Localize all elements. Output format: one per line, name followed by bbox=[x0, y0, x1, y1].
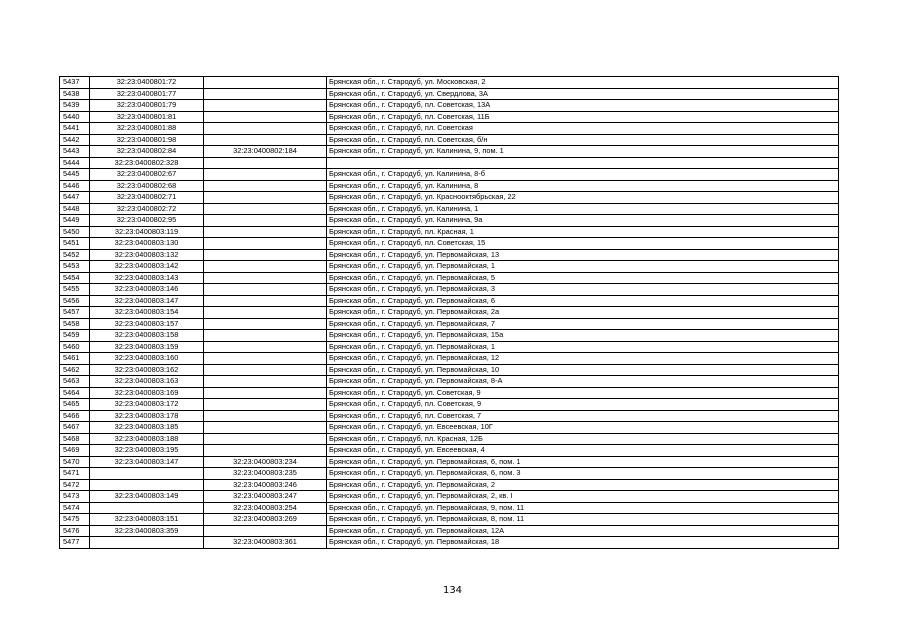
cadastral-number-cell: 32:23:0400802:95 bbox=[90, 215, 204, 227]
table-row bbox=[60, 525, 839, 537]
cadastral-number-cell: 32:23:0400803:160 bbox=[90, 353, 204, 365]
premises-cadastral-number-cell: 32:23:0400803:247 bbox=[204, 491, 327, 503]
page-number: 134 bbox=[442, 585, 463, 596]
table-row bbox=[60, 341, 839, 353]
table-row bbox=[60, 353, 839, 365]
premises-cadastral-number-cell bbox=[204, 157, 327, 169]
table-row bbox=[60, 307, 839, 319]
address-cell: Брянская обл., г. Стародуб, ул. Первомайская, 12А bbox=[327, 525, 839, 537]
cadastral-number-cell: 32:23:0400801:98 bbox=[90, 134, 204, 146]
address-cell: Брянская обл., г. Стародуб, ул. Краснооктябрьская, 22 bbox=[327, 192, 839, 204]
table-row bbox=[60, 364, 839, 376]
row-number-cell: 5442 bbox=[60, 134, 90, 146]
address-cell: Брянская обл., г. Стародуб, пл. Советская, 7 bbox=[327, 410, 839, 422]
address-cell: Брянская обл., г. Стародуб, ул. Московская, 2 bbox=[327, 77, 839, 89]
table-row bbox=[60, 468, 839, 480]
table-row bbox=[60, 226, 839, 238]
cadastral-number-cell: 32:23:0400803:119 bbox=[90, 226, 204, 238]
cadastral-number-cell: 32:23:0400802:72 bbox=[90, 203, 204, 215]
premises-cadastral-number-cell bbox=[204, 284, 327, 296]
row-number-cell: 5460 bbox=[60, 341, 90, 353]
address-cell: Брянская обл., г. Стародуб, ул. Первомайская, 5 bbox=[327, 272, 839, 284]
cadastral-number-cell: 32:23:0400803:142 bbox=[90, 261, 204, 273]
table-row bbox=[60, 387, 839, 399]
address-cell: Брянская обл., г. Стародуб, ул. Первомайская, 1 bbox=[327, 261, 839, 273]
cadastral-number-cell: 32:23:0400803:158 bbox=[90, 330, 204, 342]
cadastral-number-cell: 32:23:0400803:359 bbox=[90, 525, 204, 537]
row-number-cell: 5454 bbox=[60, 272, 90, 284]
premises-cadastral-number-cell bbox=[204, 100, 327, 112]
address-cell: Брянская обл., г. Стародуб, ул. Первомайская, 2а bbox=[327, 307, 839, 319]
address-cell: Брянская обл., г. Стародуб, пл. Советская, 9 bbox=[327, 399, 839, 411]
address-cell: Брянская обл., г. Стародуб, ул. Первомайская, 6, пом. 3 bbox=[327, 468, 839, 480]
table-row bbox=[60, 261, 839, 273]
table-row bbox=[60, 376, 839, 388]
cadastral-number-cell bbox=[90, 479, 204, 491]
address-cell: Брянская обл., г. Стародуб, ул. Евсеевская, 4 bbox=[327, 445, 839, 457]
premises-cadastral-number-cell: 32:23:0400803:235 bbox=[204, 468, 327, 480]
row-number-cell: 5441 bbox=[60, 123, 90, 135]
address-cell: Брянская обл., г. Стародуб, пл. Красная, 1 bbox=[327, 226, 839, 238]
premises-cadastral-number-cell bbox=[204, 410, 327, 422]
address-cell: Брянская обл., г. Стародуб, ул. Калинина, 9, пом. 1 bbox=[327, 146, 839, 158]
cadastral-number-cell: 32:23:0400802:84 bbox=[90, 146, 204, 158]
address-cell: Брянская обл., г. Стародуб, пл. Советская, 13А bbox=[327, 100, 839, 112]
address-cell: Брянская обл., г. Стародуб, ул. Калинина, 9а bbox=[327, 215, 839, 227]
address-cell: Брянская обл., г. Стародуб, ул. Первомайская, 18 bbox=[327, 537, 839, 549]
table-row bbox=[60, 272, 839, 284]
row-number-cell: 5437 bbox=[60, 77, 90, 89]
cadastral-number-cell: 32:23:0400802:71 bbox=[90, 192, 204, 204]
table-row bbox=[60, 111, 839, 123]
premises-cadastral-number-cell bbox=[204, 169, 327, 181]
address-cell: Брянская обл., г. Стародуб, пл. Советская bbox=[327, 123, 839, 135]
table-row bbox=[60, 491, 839, 503]
address-cell: Брянская обл., г. Стародуб, пл. Красная, 12Б bbox=[327, 433, 839, 445]
address-cell: Брянская обл., г. Стародуб, ул. Первомайская, 6 bbox=[327, 295, 839, 307]
row-number-cell: 5468 bbox=[60, 433, 90, 445]
row-number-cell: 5477 bbox=[60, 537, 90, 549]
address-cell: Брянская обл., г. Стародуб, пл. Советская, 11Б bbox=[327, 111, 839, 123]
table-row bbox=[60, 295, 839, 307]
cadastral-number-cell: 32:23:0400803:146 bbox=[90, 284, 204, 296]
address-cell: Брянская обл., г. Стародуб, ул. Первомайская, 15а bbox=[327, 330, 839, 342]
row-number-cell: 5475 bbox=[60, 514, 90, 526]
premises-cadastral-number-cell: 32:23:0400803:361 bbox=[204, 537, 327, 549]
premises-cadastral-number-cell bbox=[204, 422, 327, 434]
address-cell: Брянская обл., г. Стародуб, ул. Первомайская, 12 bbox=[327, 353, 839, 365]
table-row bbox=[60, 514, 839, 526]
table-row bbox=[60, 249, 839, 261]
cadastral-number-cell: 32:23:0400803:147 bbox=[90, 295, 204, 307]
cadastral-number-cell: 32:23:0400801:81 bbox=[90, 111, 204, 123]
address-cell: Брянская обл., г. Стародуб, ул. Первомайская, 2, кв. I bbox=[327, 491, 839, 503]
premises-cadastral-number-cell bbox=[204, 399, 327, 411]
row-number-cell: 5448 bbox=[60, 203, 90, 215]
cadastral-number-cell: 32:23:0400802:328 bbox=[90, 157, 204, 169]
premises-cadastral-number-cell: 32:23:0400803:234 bbox=[204, 456, 327, 468]
cadastral-number-cell: 32:23:0400803:185 bbox=[90, 422, 204, 434]
premises-cadastral-number-cell bbox=[204, 376, 327, 388]
cadastral-number-cell: 32:23:0400802:67 bbox=[90, 169, 204, 181]
table-row bbox=[60, 88, 839, 100]
row-number-cell: 5455 bbox=[60, 284, 90, 296]
premises-cadastral-number-cell: 32:23:0400803:269 bbox=[204, 514, 327, 526]
cadastral-number-cell: 32:23:0400801:72 bbox=[90, 77, 204, 89]
cadastral-number-cell bbox=[90, 468, 204, 480]
cadastral-number-cell: 32:23:0400803:178 bbox=[90, 410, 204, 422]
premises-cadastral-number-cell bbox=[204, 180, 327, 192]
table-row bbox=[60, 238, 839, 250]
premises-cadastral-number-cell bbox=[204, 77, 327, 89]
address-cell: Брянская обл., г. Стародуб, ул. Калинина, 1 bbox=[327, 203, 839, 215]
row-number-cell: 5472 bbox=[60, 479, 90, 491]
address-cell: Брянская обл., г. Стародуб, ул. Первомайская, 13 bbox=[327, 249, 839, 261]
premises-cadastral-number-cell bbox=[204, 525, 327, 537]
row-number-cell: 5444 bbox=[60, 157, 90, 169]
table-row bbox=[60, 318, 839, 330]
registry-table-body bbox=[60, 77, 839, 549]
cadastral-number-cell: 32:23:0400803:157 bbox=[90, 318, 204, 330]
table-row bbox=[60, 284, 839, 296]
table-row bbox=[60, 479, 839, 491]
row-number-cell: 5443 bbox=[60, 146, 90, 158]
cadastral-number-cell: 32:23:0400803:163 bbox=[90, 376, 204, 388]
row-number-cell: 5470 bbox=[60, 456, 90, 468]
row-number-cell: 5459 bbox=[60, 330, 90, 342]
table-row bbox=[60, 77, 839, 89]
address-cell: Брянская обл., г. Стародуб, ул. Первомайская, 7 bbox=[327, 318, 839, 330]
premises-cadastral-number-cell bbox=[204, 88, 327, 100]
table-row bbox=[60, 410, 839, 422]
address-cell: Брянская обл., г. Стародуб, ул. Калинина, 8 bbox=[327, 180, 839, 192]
cadastral-number-cell: 32:23:0400803:169 bbox=[90, 387, 204, 399]
premises-cadastral-number-cell bbox=[204, 295, 327, 307]
premises-cadastral-number-cell bbox=[204, 330, 327, 342]
cadastral-number-cell: 32:23:0400803:147 bbox=[90, 456, 204, 468]
premises-cadastral-number-cell bbox=[204, 238, 327, 250]
premises-cadastral-number-cell bbox=[204, 249, 327, 261]
premises-cadastral-number-cell bbox=[204, 215, 327, 227]
table-row bbox=[60, 157, 839, 169]
cadastral-number-cell bbox=[90, 537, 204, 549]
cadastral-number-cell: 32:23:0400801:88 bbox=[90, 123, 204, 135]
row-number-cell: 5466 bbox=[60, 410, 90, 422]
table-row bbox=[60, 445, 839, 457]
address-cell: Брянская обл., г. Стародуб, ул. Первомайская, 9, пом. 11 bbox=[327, 502, 839, 514]
table-row bbox=[60, 134, 839, 146]
row-number-cell: 5446 bbox=[60, 180, 90, 192]
cadastral-number-cell: 32:23:0400803:130 bbox=[90, 238, 204, 250]
table-row bbox=[60, 180, 839, 192]
table-row bbox=[60, 215, 839, 227]
address-cell: Брянская обл., г. Стародуб, ул. Советская, 9 bbox=[327, 387, 839, 399]
cadastral-number-cell: 32:23:0400801:79 bbox=[90, 100, 204, 112]
address-cell: Брянская обл., г. Стародуб, ул. Первомайская, 8-А bbox=[327, 376, 839, 388]
cadastral-number-cell: 32:23:0400803:143 bbox=[90, 272, 204, 284]
premises-cadastral-number-cell bbox=[204, 134, 327, 146]
row-number-cell: 5438 bbox=[60, 88, 90, 100]
premises-cadastral-number-cell bbox=[204, 353, 327, 365]
row-number-cell: 5447 bbox=[60, 192, 90, 204]
table-row bbox=[60, 456, 839, 468]
cadastral-number-cell: 32:23:0400803:151 bbox=[90, 514, 204, 526]
cadastral-number-cell: 32:23:0400802:68 bbox=[90, 180, 204, 192]
row-number-cell: 5471 bbox=[60, 468, 90, 480]
cadastral-number-cell: 32:23:0400803:132 bbox=[90, 249, 204, 261]
table-row bbox=[60, 100, 839, 112]
row-number-cell: 5464 bbox=[60, 387, 90, 399]
address-cell: Брянская обл., г. Стародуб, ул. Первомайская, 10 bbox=[327, 364, 839, 376]
table-row bbox=[60, 192, 839, 204]
table-row bbox=[60, 433, 839, 445]
premises-cadastral-number-cell bbox=[204, 203, 327, 215]
premises-cadastral-number-cell bbox=[204, 364, 327, 376]
row-number-cell: 5463 bbox=[60, 376, 90, 388]
row-number-cell: 5449 bbox=[60, 215, 90, 227]
row-number-cell: 5450 bbox=[60, 226, 90, 238]
table-row bbox=[60, 537, 839, 549]
table-row bbox=[60, 502, 839, 514]
premises-cadastral-number-cell bbox=[204, 318, 327, 330]
row-number-cell: 5456 bbox=[60, 295, 90, 307]
row-number-cell: 5439 bbox=[60, 100, 90, 112]
cadastral-number-cell bbox=[90, 502, 204, 514]
row-number-cell: 5458 bbox=[60, 318, 90, 330]
premises-cadastral-number-cell bbox=[204, 341, 327, 353]
cadastral-number-cell: 32:23:0400803:159 bbox=[90, 341, 204, 353]
premises-cadastral-number-cell: 32:23:0400802:184 bbox=[204, 146, 327, 158]
registry-table bbox=[59, 76, 839, 549]
premises-cadastral-number-cell bbox=[204, 433, 327, 445]
premises-cadastral-number-cell: 32:23:0400803:246 bbox=[204, 479, 327, 491]
premises-cadastral-number-cell bbox=[204, 226, 327, 238]
row-number-cell: 5476 bbox=[60, 525, 90, 537]
cadastral-number-cell: 32:23:0400803:172 bbox=[90, 399, 204, 411]
row-number-cell: 5451 bbox=[60, 238, 90, 250]
address-cell: Брянская обл., г. Стародуб, ул. Первомайская, 6, пом. 1 bbox=[327, 456, 839, 468]
table-row bbox=[60, 123, 839, 135]
cadastral-number-cell: 32:23:0400803:154 bbox=[90, 307, 204, 319]
row-number-cell: 5453 bbox=[60, 261, 90, 273]
premises-cadastral-number-cell bbox=[204, 307, 327, 319]
premises-cadastral-number-cell bbox=[204, 111, 327, 123]
address-cell: Брянская обл., г. Стародуб, ул. Свердлова, 3А bbox=[327, 88, 839, 100]
row-number-cell: 5457 bbox=[60, 307, 90, 319]
row-number-cell: 5474 bbox=[60, 502, 90, 514]
table-row bbox=[60, 399, 839, 411]
cadastral-number-cell: 32:23:0400801:77 bbox=[90, 88, 204, 100]
address-cell: Брянская обл., г. Стародуб, пл. Советская, 15 bbox=[327, 238, 839, 250]
cadastral-number-cell: 32:23:0400803:188 bbox=[90, 433, 204, 445]
row-number-cell: 5440 bbox=[60, 111, 90, 123]
row-number-cell: 5469 bbox=[60, 445, 90, 457]
address-cell: Брянская обл., г. Стародуб, ул. Калинина, 8-б bbox=[327, 169, 839, 181]
row-number-cell: 5452 bbox=[60, 249, 90, 261]
row-number-cell: 5462 bbox=[60, 364, 90, 376]
cadastral-number-cell: 32:23:0400803:195 bbox=[90, 445, 204, 457]
table-row bbox=[60, 203, 839, 215]
address-cell: Брянская обл., г. Стародуб, ул. Первомайская, 3 bbox=[327, 284, 839, 296]
table-row bbox=[60, 169, 839, 181]
premises-cadastral-number-cell bbox=[204, 192, 327, 204]
row-number-cell: 5445 bbox=[60, 169, 90, 181]
premises-cadastral-number-cell: 32:23:0400803:254 bbox=[204, 502, 327, 514]
premises-cadastral-number-cell bbox=[204, 272, 327, 284]
address-cell: Брянская обл., г. Стародуб, ул. Евсеевская, 10Г bbox=[327, 422, 839, 434]
address-cell: Брянская обл., г. Стародуб, пл. Советская, б/н bbox=[327, 134, 839, 146]
cadastral-number-cell: 32:23:0400803:162 bbox=[90, 364, 204, 376]
cadastral-number-cell: 32:23:0400803:149 bbox=[90, 491, 204, 503]
row-number-cell: 5465 bbox=[60, 399, 90, 411]
table-row bbox=[60, 146, 839, 158]
address-cell: Брянская обл., г. Стародуб, ул. Первомайская, 2 bbox=[327, 479, 839, 491]
table-row bbox=[60, 422, 839, 434]
premises-cadastral-number-cell bbox=[204, 261, 327, 273]
row-number-cell: 5461 bbox=[60, 353, 90, 365]
address-cell bbox=[327, 157, 839, 169]
premises-cadastral-number-cell bbox=[204, 445, 327, 457]
row-number-cell: 5467 bbox=[60, 422, 90, 434]
premises-cadastral-number-cell bbox=[204, 123, 327, 135]
row-number-cell: 5473 bbox=[60, 491, 90, 503]
premises-cadastral-number-cell bbox=[204, 387, 327, 399]
address-cell: Брянская обл., г. Стародуб, ул. Первомайская, 8, пом. 11 bbox=[327, 514, 839, 526]
address-cell: Брянская обл., г. Стародуб, ул. Первомайская, 1 bbox=[327, 341, 839, 353]
table-row bbox=[60, 330, 839, 342]
